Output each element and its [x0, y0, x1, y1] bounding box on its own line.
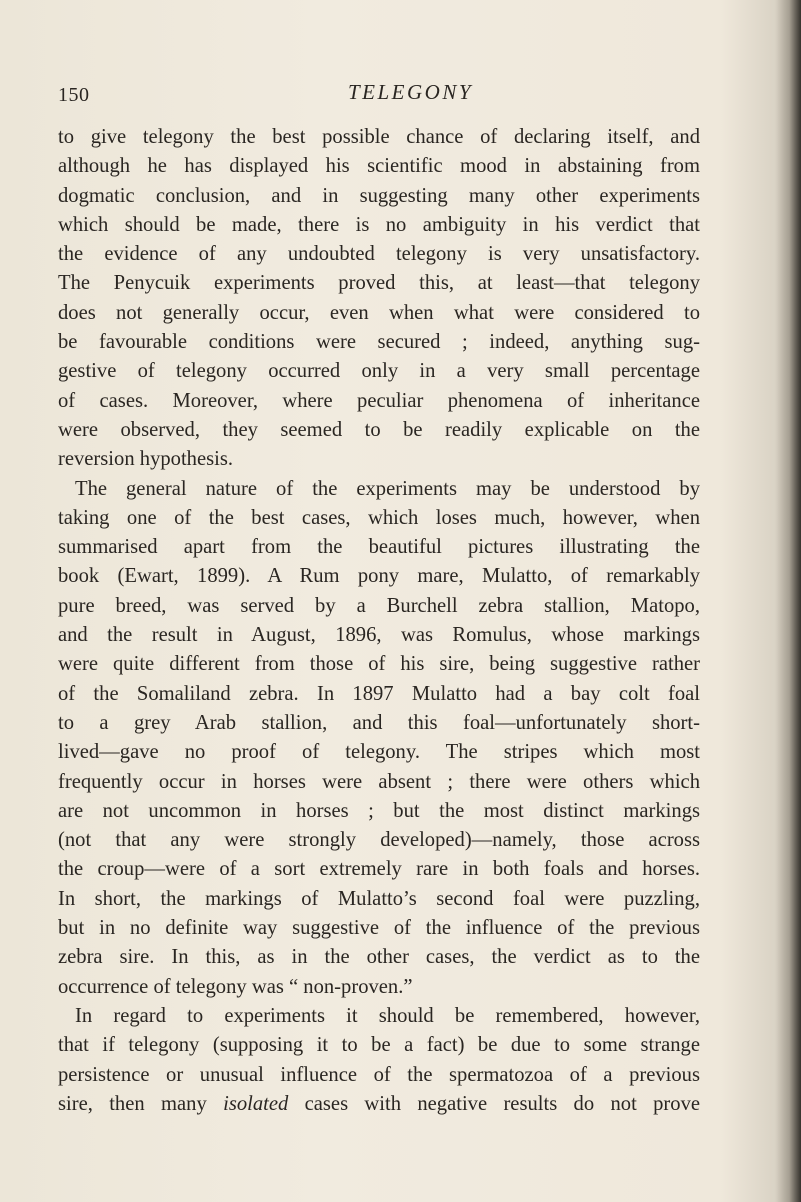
text-line: lived—gave no proof of telegony. The stripes which most	[58, 741, 700, 764]
text-line: reversion hypothesis.	[58, 448, 234, 471]
text-line: of cases. Moreover, where peculiar phenomena of inheritance	[58, 389, 700, 412]
text-line: are not uncommon in horses ; but the most distinct markings	[58, 799, 700, 822]
text-line: does not generally occur, even when what were considered to	[58, 301, 700, 324]
text-line: be favourable conditions were secured ; indeed, anything sug-	[58, 331, 700, 354]
text-line: frequently occur in horses were absent ; there were others which	[58, 770, 700, 793]
text-line	[58, 1090, 700, 1119]
text-line: and the result in August, 1896, was Romulus, whose markings	[58, 624, 700, 647]
text-line: to give telegony the best possible chance of declaring itself, and	[58, 126, 700, 148]
text-line: which should be made, there is no ambiguity in his verdict that	[58, 213, 700, 236]
book-spine-shadow	[775, 0, 801, 1202]
text-line: the evidence of any undoubted telegony is very unsatisfactory.	[58, 243, 700, 266]
text-line: occurrence of telegony was “ non-proven.”	[58, 975, 413, 998]
running-head: TELEGONY	[347, 80, 474, 104]
text-line: the croup—were of a sort extremely rare in both foals and horses.	[58, 858, 700, 881]
text-line: In regard to experiments it should be remembered, however,	[75, 1004, 700, 1027]
text-line: but in no definite way suggestive of the influence of the previous	[58, 917, 700, 940]
text-line: to a grey Arab stallion, and this foal—unfortunately short-	[58, 711, 700, 734]
text-line: of the Somaliland zebra. In 1897 Mulatto had a bay colt foal	[58, 682, 700, 705]
text-run: cases with negative results do not prove	[288, 1092, 701, 1115]
text-line: In short, the markings of Mulatto’s second foal were puzzling,	[58, 887, 700, 910]
text-run: sire, then many	[58, 1092, 224, 1115]
page-number: 150	[58, 84, 90, 106]
text-line: dogmatic conclusion, and in suggesting many other experiments	[58, 184, 700, 207]
text-line: The general nature of the experiments may be understood by	[75, 477, 700, 500]
text-line: zebra sire. In this, as in the other cases, the verdict as to the	[58, 946, 700, 969]
text-line: pure breed, was served by a Burchell zebra stallion, Matopo,	[58, 594, 700, 617]
text-line: (not that any were strongly developed)—namely, those across	[58, 829, 700, 852]
text-line: book (Ewart, 1899). A Rum pony mare, Mulatto, of remarkably	[58, 565, 700, 588]
text-line: were observed, they seemed to be readily explicable on the	[58, 418, 700, 441]
text-line: summarised apart from the beautiful pictures illustrating the	[58, 536, 700, 559]
text-line: The Penycuik experiments proved this, at least—that telegony	[58, 272, 700, 295]
text-line: taking one of the best cases, which loses much, however, when	[58, 506, 700, 529]
text-line: gestive of telegony occurred only in a very small percentage	[58, 360, 700, 383]
italic-term: isolated	[223, 1092, 289, 1115]
text-line: although he has displayed his scientific mood in abstaining from	[58, 155, 700, 178]
text-line: that if telegony (supposing it to be a fact) be due to some strange	[58, 1034, 700, 1057]
text-line: persistence or unusual influence of the spermatozoa of a previous	[58, 1063, 700, 1086]
body-text	[58, 123, 700, 1119]
text-line: were quite different from those of his sire, being suggestive rather	[58, 653, 700, 676]
